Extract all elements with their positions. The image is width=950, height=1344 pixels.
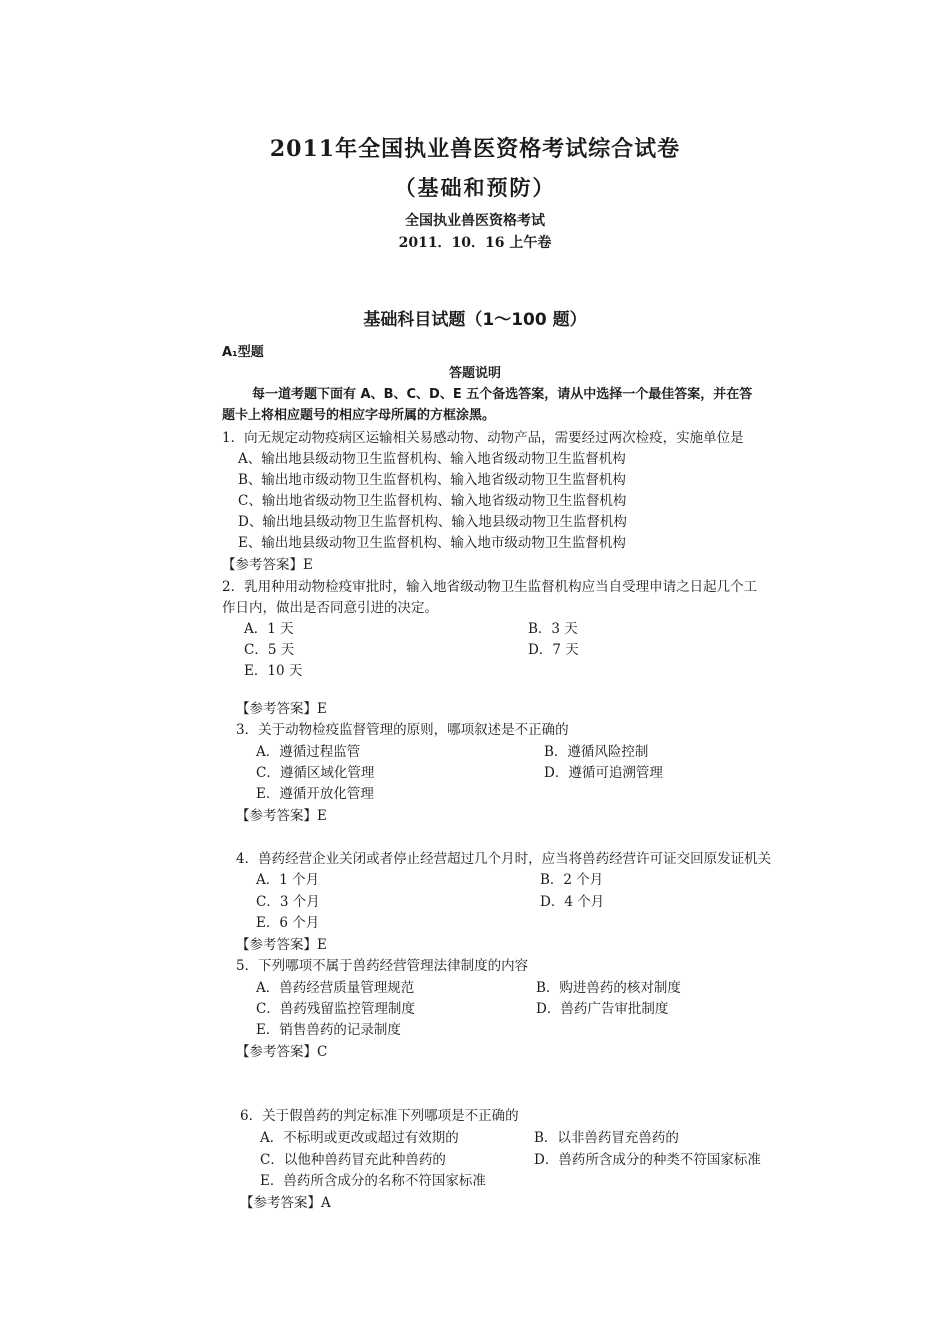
option-b: B．3 天 xyxy=(528,621,578,637)
option-b: B．遵循风险控制 xyxy=(544,744,649,760)
option-a: A．遵循过程监管 xyxy=(256,744,361,760)
answer-key: 【参考答案】E xyxy=(222,557,313,573)
answer-key: 【参考答案】E xyxy=(236,937,327,953)
question-stem: 4．兽药经营企业关闭或者停止经营超过几个月时，应当将兽药经营许可证交回原发证机关 xyxy=(236,851,772,867)
answer-key: 【参考答案】E xyxy=(236,701,327,717)
option-b: B．购进兽药的核对制度 xyxy=(536,980,681,996)
answer-key: 【参考答案】C xyxy=(236,1044,328,1060)
option-a: A．1 个月 xyxy=(256,872,320,888)
option-e: E．遵循开放化管理 xyxy=(256,786,374,802)
option-e: E．6 个月 xyxy=(256,915,320,931)
page-title: 2011年全国执业兽医资格考试综合试卷 xyxy=(269,136,681,162)
option-c: C．以他种兽药冒充此种兽药的 xyxy=(260,1152,446,1168)
section-title: 基础科目试题（1～100 题） xyxy=(363,310,587,330)
question-stem-line-2: 作日内，做出是否同意引进的决定。 xyxy=(222,600,438,616)
option-d: D．7 天 xyxy=(528,642,579,658)
option-e: E．销售兽药的记录制度 xyxy=(256,1022,401,1038)
option-c: C．兽药残留监控管理制度 xyxy=(256,1001,415,1017)
option-e: E．兽药所含成分的名称不符国家标准 xyxy=(260,1173,486,1189)
option-e: E．10 天 xyxy=(244,663,303,679)
option-d: D．兽药广告审批制度 xyxy=(536,1001,669,1017)
question-stem: 5．下列哪项不属于兽药经营管理法律制度的内容 xyxy=(236,958,529,974)
option-c: C．遵循区域化管理 xyxy=(256,765,375,781)
option-e: E、输出地县级动物卫生监督机构、输入地市级动物卫生监督机构 xyxy=(238,535,626,551)
option-c: C．3 个月 xyxy=(256,894,320,910)
instructions-line-1: 每一道考题下面有 A、B、C、D、E 五个备选答案，请从中选择一个最佳答案，并在答 xyxy=(252,387,753,402)
instructions-heading: 答题说明 xyxy=(448,366,501,381)
option-c: C、输出地省级动物卫生监督机构、输入地省级动物卫生监督机构 xyxy=(238,493,627,509)
option-d: D．4 个月 xyxy=(540,894,605,910)
answer-key: 【参考答案】E xyxy=(236,808,327,824)
option-a: A、输出地县级动物卫生监督机构、输入地省级动物卫生监督机构 xyxy=(238,451,626,467)
instructions-line-2: 题卡上将相应题号的相应字母所属的方框涂黑。 xyxy=(222,408,496,423)
option-d: D．遵循可追溯管理 xyxy=(544,765,663,781)
option-a: A．不标明或更改或超过有效期的 xyxy=(260,1130,459,1146)
option-b: B．以非兽药冒充兽药的 xyxy=(534,1130,679,1146)
question-stem: 6．关于假兽药的判定标准下列哪项是不正确的 xyxy=(240,1108,519,1124)
option-b: B．2 个月 xyxy=(540,872,604,888)
option-b: B、输出地市级动物卫生监督机构、输入地省级动物卫生监督机构 xyxy=(238,472,626,488)
answer-key: 【参考答案】A xyxy=(240,1195,331,1211)
page-subtitle: （基础和预防） xyxy=(394,175,556,200)
option-d: D、输出地县级动物卫生监督机构、输入地县级动物卫生监督机构 xyxy=(238,514,627,530)
question-stem: 3．关于动物检疫监督管理的原则，哪项叙述是不正确的 xyxy=(236,722,569,738)
exam-organizer: 全国执业兽医资格考试 xyxy=(405,213,545,229)
option-d: D．兽药所含成分的种类不符国家标准 xyxy=(534,1152,761,1168)
exam-date: 2011．10．16 上午卷 xyxy=(398,235,552,251)
question-type-label: A₁型题 xyxy=(222,345,264,360)
question-stem-line-1: 2．乳用种用动物检疫审批时，输入地省级动物卫生监督机构应当自受理申请之日起几个工 xyxy=(222,579,758,595)
option-a: A．兽药经营质量管理规范 xyxy=(256,980,415,996)
question-stem: 1．向无规定动物疫病区运输相关易感动物、动物产品，需要经过两次检疫，实施单位是 xyxy=(222,430,744,446)
option-c: C．5 天 xyxy=(244,642,295,658)
option-a: A．1 天 xyxy=(244,621,294,637)
